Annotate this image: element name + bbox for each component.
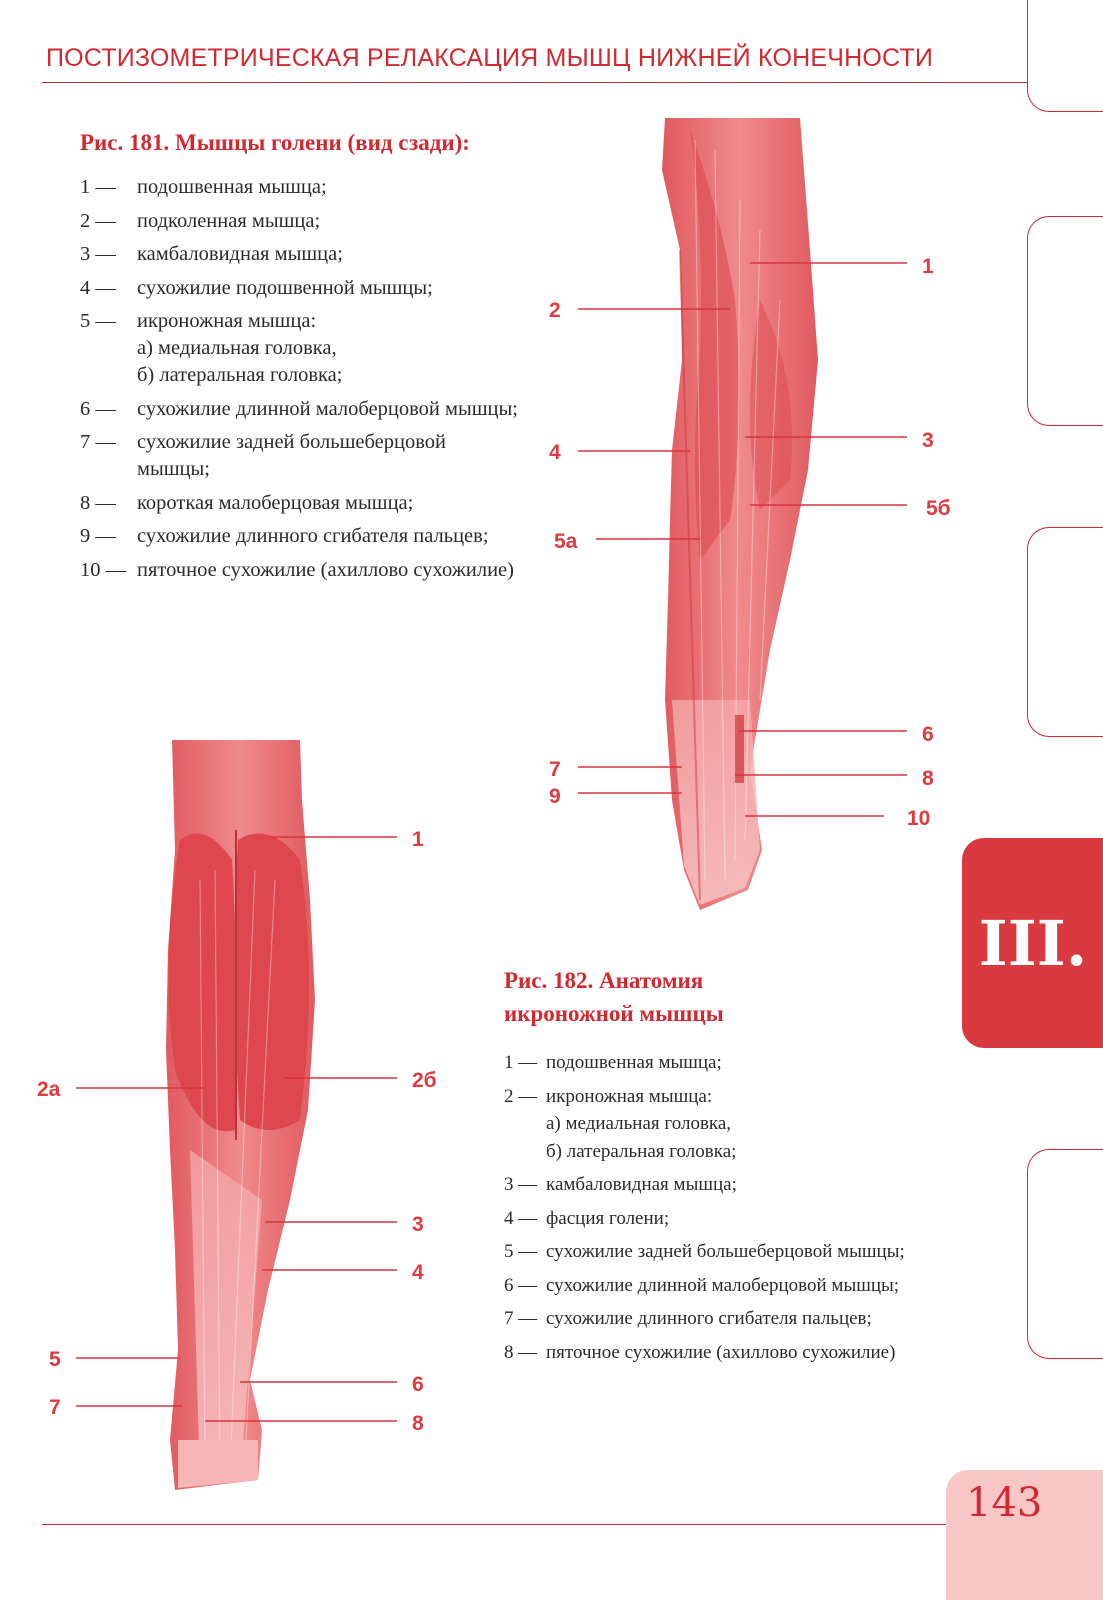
fig182-label-2b: 2б (412, 1069, 437, 1092)
legend-main-text: короткая малоберцовая мышца; (137, 491, 414, 514)
legend-main-text: икроножная мышца: (137, 310, 317, 332)
legend-main-text: камбаловидная мышца; (546, 1174, 737, 1195)
fig181-label-5b: 5б (926, 497, 951, 520)
legend-number: 10 — (80, 558, 127, 581)
fig182-label-1: 1 (412, 828, 424, 851)
fig182-label-6: 6 (412, 1373, 424, 1396)
legend-number: 7 — (80, 431, 116, 453)
legend-main-text: пяточное сухожилие (ахиллово сухожилие) (137, 558, 514, 581)
legend-number: 5 — (80, 310, 116, 332)
legend-number: 8 — (504, 1341, 538, 1363)
legend-main-text: икроножная мышца: (546, 1085, 713, 1107)
fig181-label-2: 2 (549, 299, 561, 322)
legend-number: 4 — (80, 276, 116, 299)
legend-main-text: камбаловидная мышца; (137, 243, 343, 265)
fig181-label-5a: 5а (554, 530, 578, 553)
legend-main-text: сухожилие длинной малоберцовой мышцы; (546, 1274, 900, 1296)
legend-number: 6 — (80, 397, 116, 420)
legend-main-text: сухожилие длинного сгибателя пальцев; (546, 1308, 872, 1329)
legend-main-text: сухожилие подошвенной мышцы; (137, 276, 433, 299)
fig181-label-10: 10 (907, 807, 931, 830)
legend-number: 9 — (80, 525, 116, 547)
legend-number: 5 — (504, 1241, 538, 1262)
footer-rule (42, 1524, 952, 1525)
legend-number: 1 — (80, 176, 116, 198)
legend-number: 2 — (504, 1085, 538, 1107)
fig181-label-3: 3 (922, 429, 934, 452)
legend-number: 3 — (80, 243, 116, 265)
legend-number: 3 — (504, 1174, 538, 1195)
figure-182-title-line1: Рис. 182. Анатомия (504, 968, 704, 993)
fig182-label-7: 7 (49, 1396, 61, 1419)
legend-subitem: б) латеральная головка; (137, 364, 343, 386)
legend-main-text: сухожилие задней большеберцовой мышцы; (137, 431, 447, 480)
fig181-label-9: 9 (549, 785, 561, 808)
legend-main-text: сухожилие длинной малоберцовой мышцы; (137, 397, 518, 420)
page-number: 143 (966, 1480, 1043, 1526)
legend-subitem: а) медиальная головка, (546, 1113, 732, 1134)
fig182-label-5: 5 (49, 1348, 61, 1371)
legend-number: 2 — (80, 209, 116, 232)
chapter-label: III. (978, 906, 1088, 980)
fig182-label-2a: 2а (37, 1078, 61, 1101)
fig181-label-8: 8 (922, 767, 934, 790)
legend-subitem: б) латеральная головка; (546, 1140, 737, 1162)
legend-number: 4 — (504, 1207, 538, 1229)
fig181-label-1: 1 (922, 255, 934, 278)
legend-number: 8 — (80, 491, 116, 514)
fig182-label-3: 3 (412, 1213, 424, 1236)
legend-main-text: подошвенная мышца; (546, 1052, 722, 1073)
legend-main-text: пяточное сухожилие (ахиллово сухожилие) (546, 1341, 896, 1363)
legend-number: 1 — (504, 1052, 538, 1073)
legend-number: 6 — (504, 1274, 538, 1296)
figure-182-leg-illustration (166, 740, 315, 1490)
legend-number: 7 — (504, 1308, 538, 1329)
legend-main-text: сухожилие задней большеберцовой мышцы; (546, 1241, 905, 1262)
legend-main-text: фасция голени; (546, 1207, 670, 1229)
figure-181-title: Рис. 181. Мышцы голени (вид сзади): (80, 130, 470, 155)
legend-main-text: сухожилие длинного сгибателя пальцев; (137, 525, 489, 547)
figure-182-title-line2: икроножной мышцы (504, 1001, 724, 1026)
figure-181-leg-illustration (662, 118, 818, 910)
page-title: ПОСТИЗОМЕТРИЧЕСКАЯ РЕЛАКСАЦИЯ МЫШЦ НИЖНЕЙ КОНЕЧНОСТИ (46, 44, 934, 72)
fig181-label-7: 7 (549, 758, 561, 781)
legend-main-text: подколенная мышца; (137, 209, 321, 232)
legend-subitem: а) медиальная головка, (137, 337, 337, 359)
fig181-label-4: 4 (549, 441, 561, 464)
legend-main-text: подошвенная мышца; (137, 176, 327, 198)
fig181-label-6: 6 (922, 723, 934, 746)
fig182-label-4: 4 (412, 1261, 424, 1284)
fig182-label-8: 8 (412, 1412, 424, 1435)
